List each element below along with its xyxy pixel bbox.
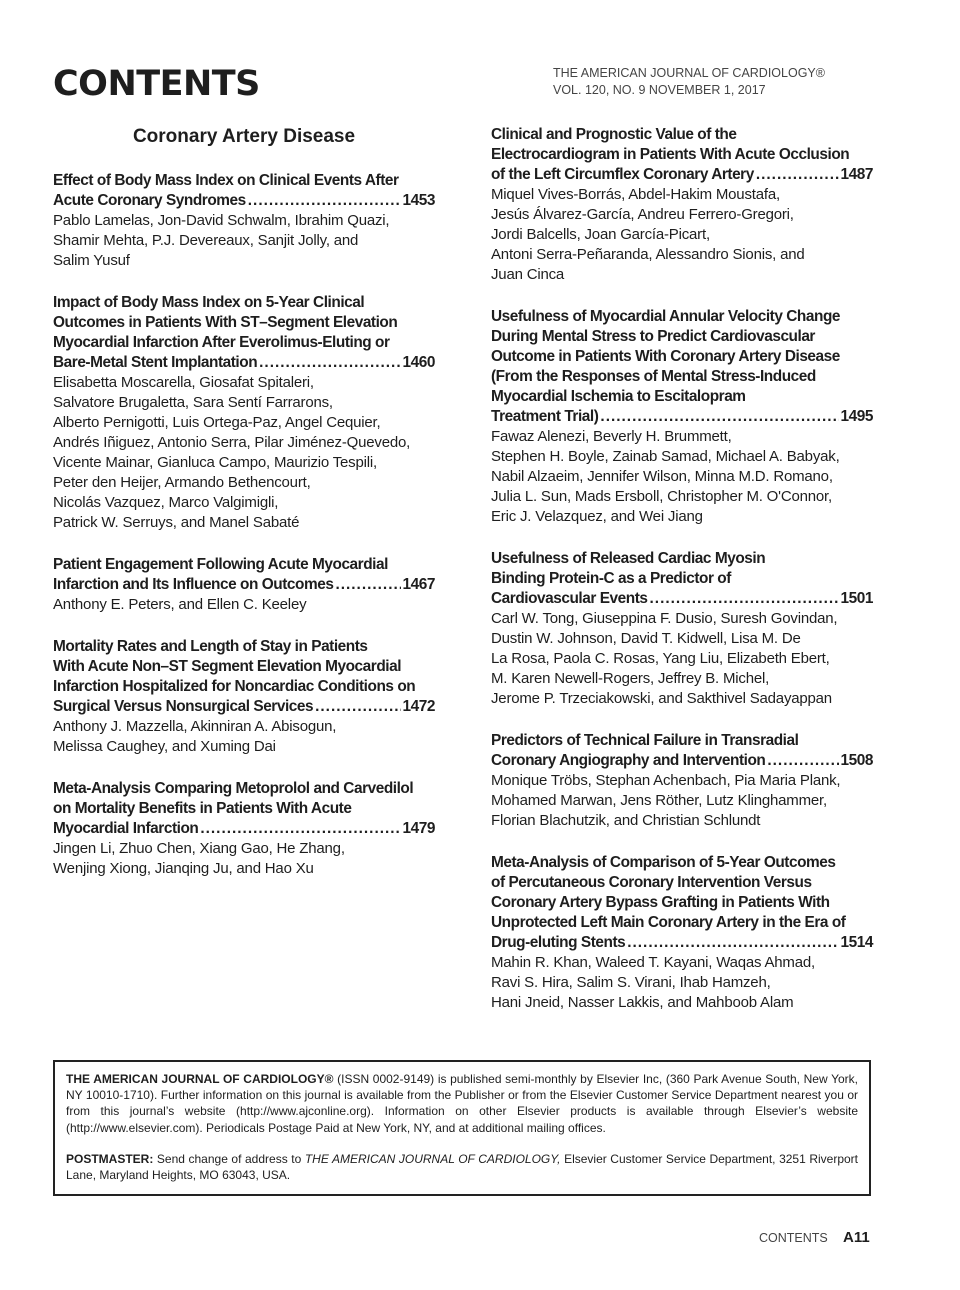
article-title-line: Predictors of Technical Failure in Transradial — [491, 732, 799, 749]
author-line: Andrés Iñiguez, Antonio Serra, Pilar Jiménez-Quevedo, — [53, 434, 411, 451]
postmaster-info — [66, 1151, 858, 1183]
author-line: Shamir Mehta, P.J. Devereaux, Sanjit Jolly, and — [53, 232, 359, 249]
author-line: Fawaz Alenezi, Beverly H. Brummett, — [491, 428, 732, 445]
article-title-line: Outcomes in Patients With ST–Segment Elevation — [53, 314, 398, 331]
article-title-link[interactable] — [53, 779, 435, 839]
author-line: Vicente Mainar, Gianluca Campo, Maurizio Tespili, — [53, 454, 377, 471]
left-entry-list — [53, 171, 435, 879]
toc-entry — [491, 853, 873, 1013]
page-title: CONTENTS — [53, 64, 260, 104]
article-title-last-line — [53, 575, 435, 595]
article-authors — [53, 717, 435, 757]
article-authors — [491, 771, 873, 831]
author-line: Peter den Heijer, Armando Bethencourt, — [53, 474, 311, 491]
dot-leader — [335, 575, 400, 595]
article-title-line: Infarction and Its Influence on Outcomes — [53, 576, 334, 593]
author-line: Monique Tröbs, Stephan Achenbach, Pia Maria Plank, — [491, 772, 841, 789]
page-number: 1467 — [402, 576, 435, 593]
article-title-line: Myocardial Infarction After Everolimus-Eluting or — [53, 334, 390, 351]
postmaster-address: Elsevier Customer Service Department, 3251 Riverport Lane, Maryland Heights, MO 63043, USA. — [66, 1151, 859, 1183]
journal-name-bold: THE AMERICAN JOURNAL OF CARDIOLOGY® — [66, 1072, 334, 1086]
article-title-last-line — [491, 407, 873, 427]
article-title-line: Myocardial Ischemia to Escitalopram — [491, 388, 746, 405]
dot-leader — [259, 353, 400, 373]
toc-entry — [491, 307, 873, 527]
article-title-link[interactable] — [491, 853, 873, 953]
postmaster-journal-name: THE AMERICAN JOURNAL OF CARDIOLOGY, — [304, 1151, 561, 1166]
toc-entry — [53, 171, 435, 271]
author-line: Pablo Lamelas, Jon-David Schwalm, Ibrahim Quazi, — [53, 212, 390, 229]
article-title-last-line — [491, 589, 873, 609]
page-number: 1514 — [840, 934, 873, 951]
page-number: 1479 — [402, 820, 435, 837]
article-title-link[interactable] — [491, 307, 873, 427]
author-line: M. Karen Newell-Rogers, Jeffrey B. Michel, — [491, 670, 770, 687]
journal-name: THE AMERICAN JOURNAL OF CARDIOLOGY® — [553, 66, 825, 80]
article-title-line: With Acute Non–ST Segment Elevation Myocardial — [53, 658, 402, 675]
dot-leader — [756, 165, 839, 185]
article-title-line: Surgical Versus Nonsurgical Services — [53, 698, 314, 715]
author-line: Julia L. Sun, Mads Ersboll, Christopher M. O'Connor, — [491, 488, 832, 505]
article-authors — [491, 953, 873, 1013]
publication-info — [66, 1071, 858, 1136]
article-title-line: on Mortality Benefits in Patients With Acute — [53, 800, 352, 817]
toc-entry — [53, 293, 435, 533]
article-title-line: Acute Coronary Syndromes — [53, 192, 246, 209]
article-title-line: Clinical and Prognostic Value of the — [491, 126, 737, 143]
article-title-line: Coronary Artery Bypass Grafting in Patients With — [491, 894, 830, 911]
author-line: Patrick W. Serruys, and Manel Sabaté — [53, 514, 300, 531]
right-column — [491, 125, 873, 1035]
article-title-link[interactable] — [491, 731, 873, 771]
article-title-line: Bare-Metal Stent Implantation — [53, 354, 258, 371]
article-title-line: Mortality Rates and Length of Stay in Patients — [53, 638, 368, 655]
page-number: 1453 — [402, 192, 435, 209]
journal-volume: VOL. 120, NO. 9 NOVEMBER 1, 2017 — [553, 83, 766, 97]
article-title-line: Electrocardiogram in Patients With Acute Occlusion — [491, 146, 850, 163]
page-number: 1487 — [840, 166, 873, 183]
author-line: Juan Cinca — [491, 266, 565, 283]
article-title-link[interactable] — [491, 125, 873, 185]
author-line: Elisabetta Moscarella, Giosafat Spitaleri, — [53, 374, 314, 391]
dot-leader — [627, 933, 838, 953]
author-line: Jordi Balcells, Joan García-Picart, — [491, 226, 710, 243]
page-number: 1472 — [402, 698, 435, 715]
article-title-last-line — [53, 697, 435, 717]
section-heading: Coronary Artery Disease — [132, 126, 356, 147]
toc-entry — [491, 731, 873, 831]
author-line: Mohamed Marwan, Jens Röther, Lutz Klinghammer, — [491, 792, 827, 809]
article-title-line: Usefulness of Myocardial Annular Velocity Change — [491, 308, 841, 325]
article-title-line: Impact of Body Mass Index on 5-Year Clinical — [53, 294, 365, 311]
author-line: Nicolás Vazquez, Marco Valgimigli, — [53, 494, 279, 511]
toc-entry — [491, 125, 873, 285]
author-line: Stephen H. Boyle, Zainab Samad, Michael A. Babyak, — [491, 448, 840, 465]
dot-leader — [200, 819, 400, 839]
article-authors — [53, 595, 435, 615]
author-line: Mahin R. Khan, Waleed T. Kayani, Waqas Ahmad, — [491, 954, 815, 971]
article-authors — [491, 427, 873, 527]
author-line: Carl W. Tong, Giuseppina F. Dusio, Suresh Govindan, — [491, 610, 838, 627]
article-title-last-line — [491, 165, 873, 185]
article-title-line: of the Left Circumflex Coronary Artery — [491, 166, 754, 183]
article-authors — [53, 373, 435, 533]
author-line: Miquel Vives-Borrás, Abdel-Hakim Moustafa, — [491, 186, 780, 203]
author-line: Antoni Serra-Peñaranda, Alessandro Sionis, and — [491, 246, 805, 263]
article-title-line: Treatment Trial) — [491, 408, 599, 425]
article-title-link[interactable] — [53, 293, 435, 373]
article-title-line: During Mental Stress to Predict Cardiovascular — [491, 328, 815, 345]
dot-leader — [248, 191, 401, 211]
page-number: 1460 — [402, 354, 435, 371]
footer-page-number: A11 — [843, 1229, 870, 1246]
article-title-line: Cardiovascular Events — [491, 590, 648, 607]
author-line: Wenjing Xiong, Jianqing Ju, and Hao Xu — [53, 860, 314, 877]
article-title-line: Meta-Analysis of Comparison of 5-Year Outcomes — [491, 854, 836, 871]
toc-entry — [491, 549, 873, 709]
article-title-line: Drug-eluting Stents — [491, 934, 626, 951]
author-line: Florian Blachutzik, and Christian Schlundt — [491, 812, 761, 829]
article-title-link[interactable] — [53, 637, 435, 717]
author-line: Jesús Álvarez-García, Andreu Ferrero-Gregori, — [491, 206, 794, 223]
author-line: Jingen Li, Zhuo Chen, Xiang Gao, He Zhang, — [53, 840, 345, 857]
article-title-line: Infarction Hospitalized for Noncardiac Conditions on — [53, 678, 416, 695]
author-line: La Rosa, Paola C. Rosas, Yang Liu, Elizabeth Ebert, — [491, 650, 830, 667]
author-line: Anthony E. Peters, and Ellen C. Keeley — [53, 596, 307, 613]
article-title-line: Outcome in Patients With Coronary Artery Disease — [491, 348, 840, 365]
right-entry-list — [491, 125, 873, 1013]
dot-leader — [650, 589, 839, 609]
article-title-last-line — [53, 191, 435, 211]
author-line: Salim Yusuf — [53, 252, 130, 269]
toc-entry — [53, 637, 435, 757]
publication-info-box — [53, 1060, 871, 1196]
article-title-last-line — [491, 751, 873, 771]
article-title-last-line — [53, 353, 435, 373]
author-line: Salvatore Brugaletta, Sara Sentí Farrarons, — [53, 394, 333, 411]
page-number: 1501 — [840, 590, 873, 607]
left-column — [53, 125, 435, 901]
article-title-link[interactable] — [53, 171, 435, 211]
footer-label: CONTENTS — [759, 1231, 828, 1245]
page-number: 1508 — [840, 752, 873, 769]
article-title-last-line — [53, 819, 435, 839]
article-title-line: Unprotected Left Main Coronary Artery in the Era of — [491, 914, 846, 931]
dot-leader — [315, 697, 400, 717]
article-title-line: Usefulness of Released Cardiac Myosin — [491, 550, 766, 567]
postmaster-text: Send change of address to — [153, 1151, 305, 1166]
author-line: Eric J. Velazquez, and Wei Jiang — [491, 508, 703, 525]
dot-leader — [767, 751, 838, 771]
author-line: Ravi S. Hira, Salim S. Virani, Ihab Hamzeh, — [491, 974, 771, 991]
article-title-line: (From the Responses of Mental Stress-Induced — [491, 368, 816, 385]
article-title-last-line — [491, 933, 873, 953]
article-title-line: Patient Engagement Following Acute Myocardial — [53, 556, 388, 573]
article-title-line: Myocardial Infarction — [53, 820, 199, 837]
author-line: Anthony J. Mazzella, Akinniran A. Abisogun, — [53, 718, 337, 735]
author-line: Melissa Caughey, and Xuming Dai — [53, 738, 276, 755]
article-title-line: Effect of Body Mass Index on Clinical Events After — [53, 172, 399, 189]
article-authors — [491, 609, 873, 709]
toc-entry — [53, 555, 435, 615]
postmaster-label: POSTMASTER: — [66, 1151, 154, 1166]
author-line: Nabil Alzaeim, Jennifer Wilson, Minna M.D. Romano, — [491, 468, 833, 485]
article-title-line: Binding Protein-C as a Predictor of — [491, 570, 731, 587]
article-title-line: Meta-Analysis Comparing Metoprolol and Carvedilol — [53, 780, 414, 797]
article-title-link[interactable] — [53, 555, 435, 595]
author-line: Dustin W. Johnson, David T. Kidwell, Lisa M. De — [491, 630, 801, 647]
page-number: 1495 — [840, 408, 873, 425]
toc-entry — [53, 779, 435, 879]
article-title-line: of Percutaneous Coronary Intervention Versus — [491, 874, 812, 891]
author-line: Hani Jneid, Nasser Lakkis, and Mahboob Alam — [491, 994, 794, 1011]
article-authors — [53, 211, 435, 271]
publication-info-text: (ISSN 0002-9149) is published semi-monthly by Elsevier Inc, (360 Park Avenue South, New York, NY 10010-1710). Further information on this journal is available from the Publisher or from the Elsevier Customer Service Department nearest you or from this journal’s website (http://www.ajconline.org). Information on other Elsevier products is available through Elsevier’s website (http://www.elsevier.com). Periodicals Postage Paid at New York, NY, and at additional mailing offices. — [66, 1072, 858, 1135]
author-line: Alberto Pernigotti, Luis Ortega-Paz, Angel Cequier, — [53, 414, 381, 431]
article-authors — [491, 185, 873, 285]
dot-leader — [600, 407, 838, 427]
author-line: Jerome P. Trzeciakowski, and Sakthivel Sadayappan — [491, 690, 832, 707]
article-authors — [53, 839, 435, 879]
article-title-link[interactable] — [491, 549, 873, 609]
article-title-line: Coronary Angiography and Intervention — [491, 752, 766, 769]
